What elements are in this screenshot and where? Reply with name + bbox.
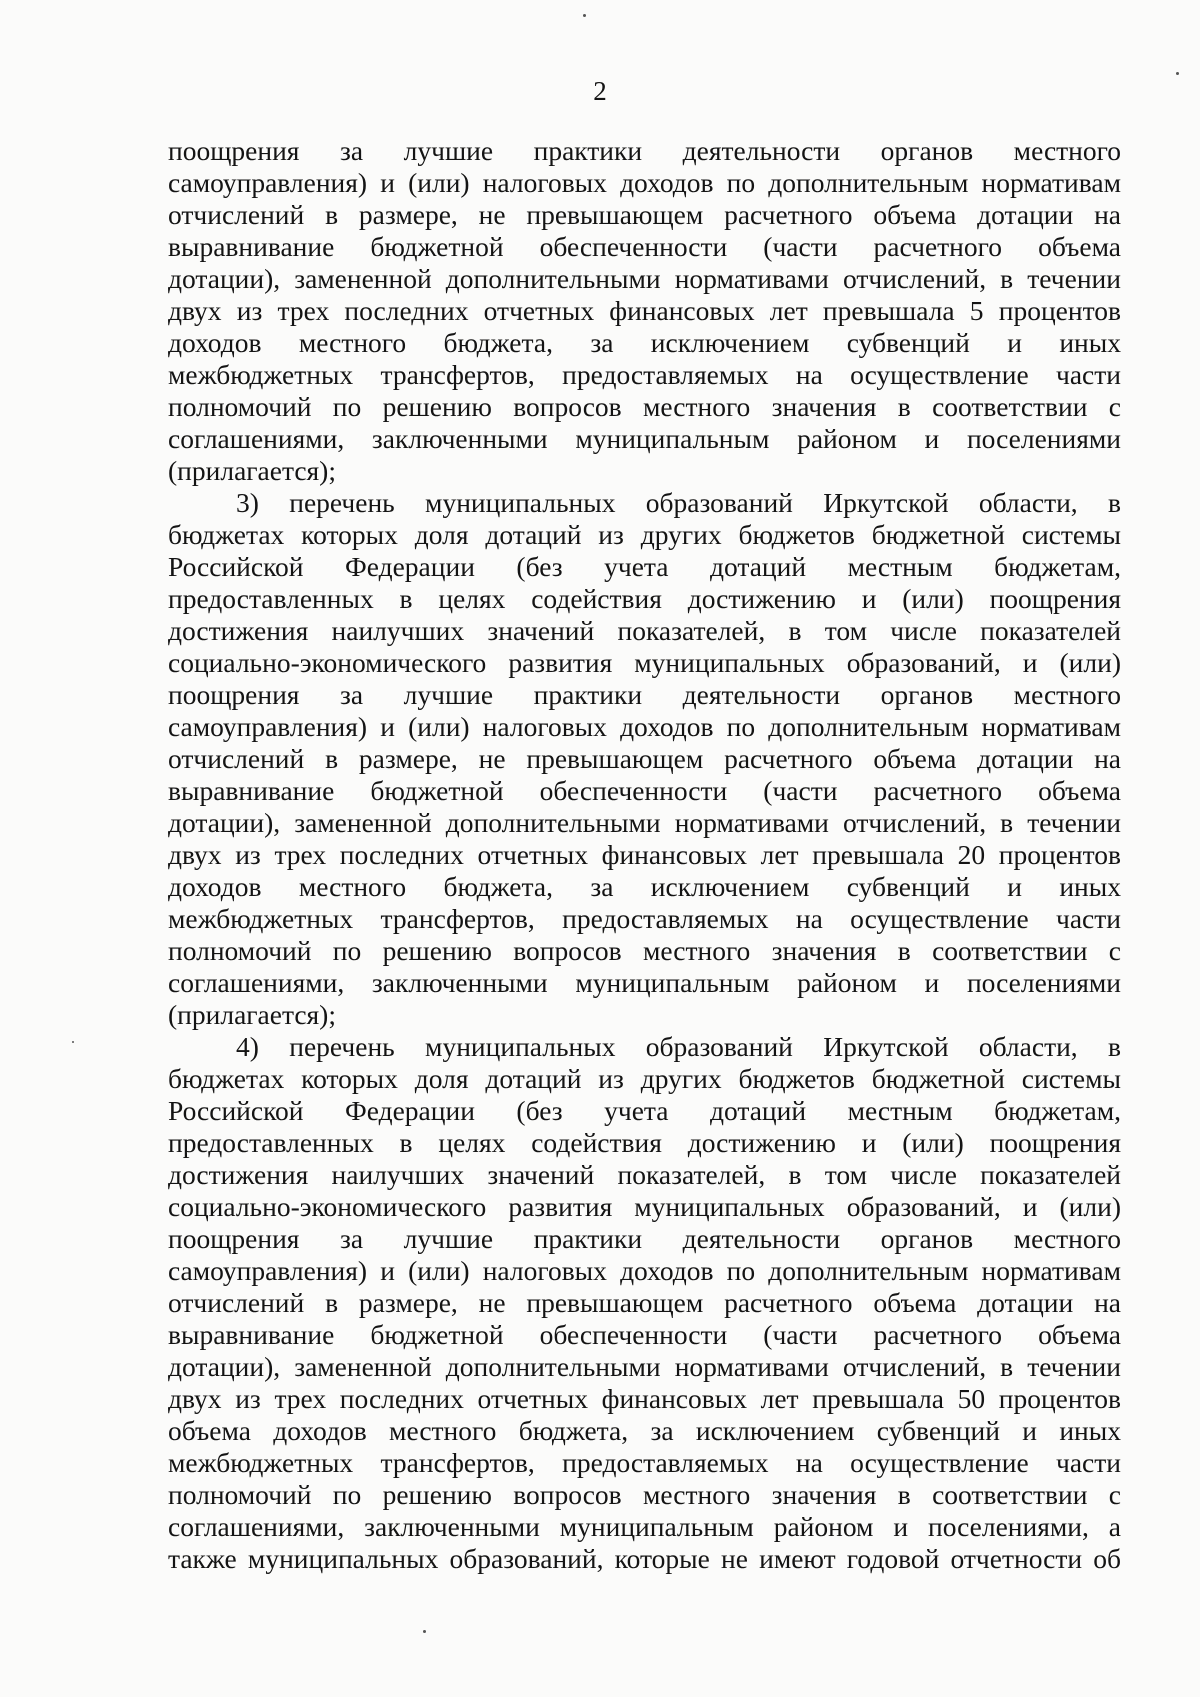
text-line: также муниципальных образований, которые не имеют годовой отчетности об <box>168 1543 1121 1574</box>
text-line: поощрения за лучшие практики деятельности органов местного <box>168 1223 1121 1254</box>
text-line: полномочий по решению вопросов местного значения в соответствии с <box>168 1479 1121 1510</box>
text-line: соглашениями, заключенными муниципальным районом и поселениями <box>168 423 1121 454</box>
text-line: выравнивание бюджетной обеспеченности (части расчетного объема <box>168 775 1121 806</box>
text-line: 4) перечень муниципальных образований Иркутской области, в <box>236 1031 1121 1062</box>
text-line: Российской Федерации (без учета дотаций местным бюджетам, <box>168 551 1121 582</box>
text-line: доходов местного бюджета, за исключением субвенций и иных <box>168 327 1121 358</box>
text-line: полномочий по решению вопросов местного значения в соответствии с <box>168 391 1121 422</box>
text-line: дотации), замененной дополнительными нормативами отчислений, в течении <box>168 1351 1121 1382</box>
text-line: межбюджетных трансфертов, предоставляемых на осуществление части <box>168 903 1121 934</box>
text-line: соглашениями, заключенными муниципальным районом и поселениями, а <box>168 1511 1121 1542</box>
text-line: двух из трех последних отчетных финансовых лет превышала 50 процентов <box>168 1383 1121 1414</box>
text-line: дотации), замененной дополнительными нормативами отчислений, в течении <box>168 263 1121 294</box>
text-line: социально-экономического развития муниципальных образований, и (или) <box>168 647 1121 678</box>
text-line: (прилагается); <box>168 999 336 1030</box>
text-line: доходов местного бюджета, за исключением субвенций и иных <box>168 871 1121 902</box>
text-line: двух из трех последних отчетных финансовых лет превышала 20 процентов <box>168 839 1121 870</box>
scan-speck <box>1176 72 1179 75</box>
text-line: межбюджетных трансфертов, предоставляемых на осуществление части <box>168 1447 1121 1478</box>
text-line: бюджетах которых доля дотаций из других бюджетов бюджетной системы <box>168 519 1121 550</box>
text-line: (прилагается); <box>168 455 336 486</box>
text-line: объема доходов местного бюджета, за исключением субвенций и иных <box>168 1415 1121 1446</box>
text-line: достижения наилучших значений показателей, в том числе показателей <box>168 1159 1121 1190</box>
text-line: бюджетах которых доля дотаций из других бюджетов бюджетной системы <box>168 1063 1121 1094</box>
scan-speck <box>72 1041 74 1043</box>
text-line: Российской Федерации (без учета дотаций местным бюджетам, <box>168 1095 1121 1126</box>
page-number: 2 <box>593 76 607 106</box>
scan-speck <box>583 14 586 17</box>
text-line: достижения наилучших значений показателей, в том числе показателей <box>168 615 1121 646</box>
text-line: самоуправления) и (или) налоговых доходов по дополнительным нормативам <box>168 1255 1121 1286</box>
text-line: 3) перечень муниципальных образований Иркутской области, в <box>236 487 1121 518</box>
text-line: полномочий по решению вопросов местного значения в соответствии с <box>168 935 1121 966</box>
text-line: поощрения за лучшие практики деятельности органов местного <box>168 679 1121 710</box>
text-line: самоуправления) и (или) налоговых доходов по дополнительным нормативам <box>168 167 1121 198</box>
text-line: соглашениями, заключенными муниципальным районом и поселениями <box>168 967 1121 998</box>
text-line: отчислений в размере, не превышающем расчетного объема дотации на <box>168 199 1121 230</box>
text-line: выравнивание бюджетной обеспеченности (части расчетного объема <box>168 231 1121 262</box>
text-line: выравнивание бюджетной обеспеченности (части расчетного объема <box>168 1319 1121 1350</box>
text-line: социально-экономического развития муниципальных образований, и (или) <box>168 1191 1121 1222</box>
document-body <box>168 135 1121 1575</box>
scan-speck <box>423 1630 426 1633</box>
text-line: отчислений в размере, не превышающем расчетного объема дотации на <box>168 743 1121 774</box>
text-line: самоуправления) и (или) налоговых доходов по дополнительным нормативам <box>168 711 1121 742</box>
text-line: межбюджетных трансфертов, предоставляемых на осуществление части <box>168 359 1121 390</box>
text-line: отчислений в размере, не превышающем расчетного объема дотации на <box>168 1287 1121 1318</box>
text-line: поощрения за лучшие практики деятельности органов местного <box>168 135 1121 166</box>
text-line: двух из трех последних отчетных финансовых лет превышала 5 процентов <box>168 295 1121 326</box>
text-line: предоставленных в целях содействия достижению и (или) поощрения <box>168 1127 1121 1158</box>
text-line: дотации), замененной дополнительными нормативами отчислений, в течении <box>168 807 1121 838</box>
text-line: предоставленных в целях содействия достижению и (или) поощрения <box>168 583 1121 614</box>
